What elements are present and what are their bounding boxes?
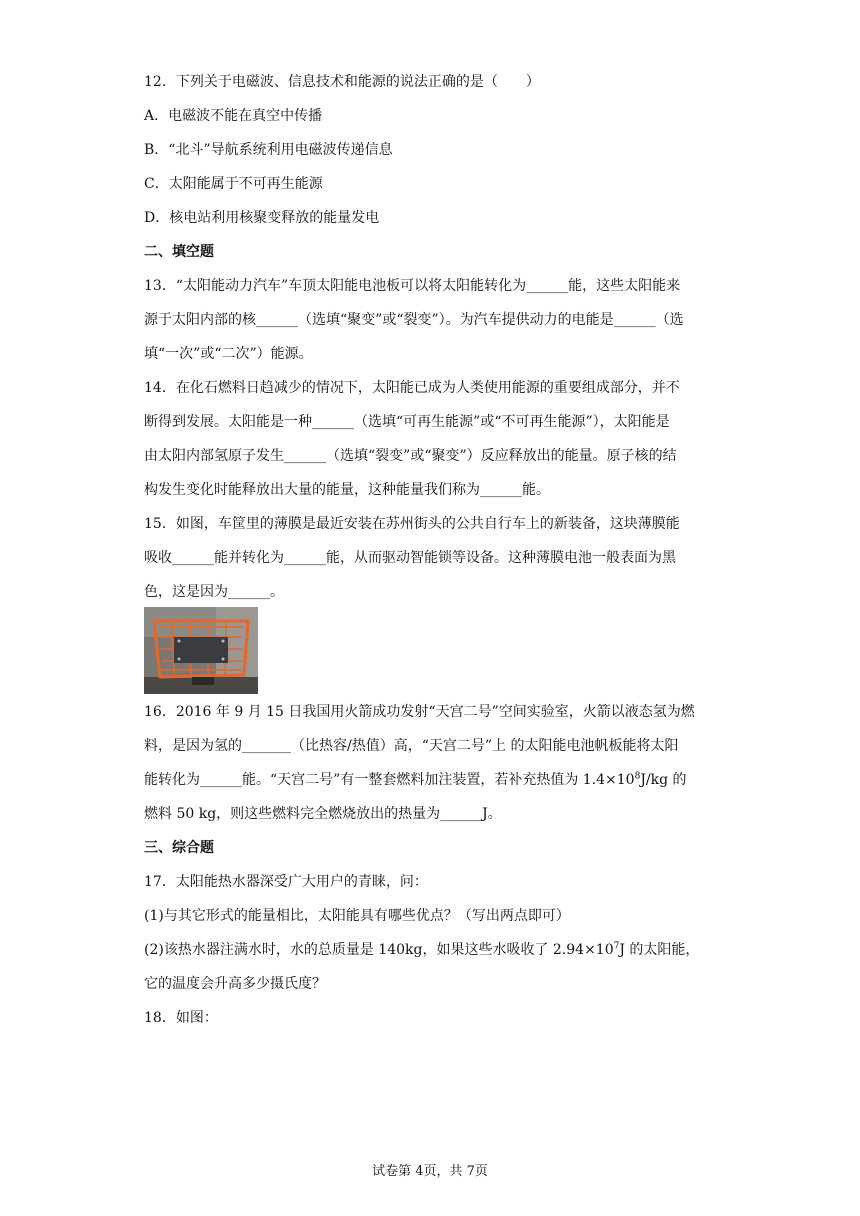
q16-line-3-unit: J/kg 的 [640,772,687,788]
page-footer: 试卷第 4页，共 7页 [372,1164,488,1179]
q14-line-1: 14．在化石燃料日趋减少的情况下，太阳能已成为人类使用能源的重要组成部分，并不 [144,380,680,396]
q14-line-3: 由太阳内部氢原子发生______（选填“裂变”或“聚变”）反应释放出的能量。原子核的结 [144,448,677,464]
q13-line-2: 源于太阳内部的核______（选填“聚变”或“裂变”）。为汽车提供动力的电能是______（选 [144,312,684,328]
q18-stem: 18．如图： [144,1010,218,1026]
q17-part-1: (1)与其它形式的能量相比，太阳能具有哪些优点？（写出两点即可） [144,908,570,924]
section-heading-comprehensive: 三、综合题 [144,840,214,856]
q13-line-1: 13．“太阳能动力汽车”车顶太阳能电池板可以将太阳能转化为______能，这些太阳能来 [144,278,681,294]
q12-option-d: D．核电站利用核聚变释放的能量发电 [144,210,380,226]
q16-line-3-text: 能转化为______能。“天宫二号”有一整套燃料加注装置，若补充热值为 1.4×10 [144,772,635,788]
q17-part-2-text: (2)该热水器注满水时，水的总质量是 140kg，如果这些水吸收了 2.94×10 [144,942,614,958]
q17-part-2-line-2: 它的温度会升高多少摄氏度？ [144,976,326,992]
q17-stem: 17．太阳能热水器深受广大用户的青睐，问： [144,874,428,890]
q14-line-2: 断得到发展。太阳能是一种______（选填“可再生能源”或“不可再生能源”），太阳能是 [144,414,670,430]
q16-line-3 [144,771,687,789]
q17-part-2-unit: J 的太阳能， [619,942,700,958]
q16-line-2: 料，是因为氢的_______（比热容/热值）高，“天宫二号”上 的太阳能电池帆板能将太阳 [144,738,679,754]
bicycle-basket-photo [144,607,258,694]
q16-line-4: 燃料 50 kg，则这些燃料完全燃烧放出的热量为______J。 [144,806,502,822]
q14-line-4: 构发生变化时能释放出大量的能量，这种能量我们称为______能。 [144,482,550,498]
q12-option-b: B．“北斗”导航系统利用电磁波传递信息 [144,142,393,158]
q12-option-a: A．电磁波不能在真空中传播 [144,108,323,124]
q15-line-3: 色，这是因为______。 [144,584,284,600]
q15-line-2: 吸收______能并转化为______能，从而驱动智能锁等设备。这种薄膜电池一般表面为黑 [144,550,676,566]
q17-part-2 [144,941,699,959]
q17-exponent: 7 [613,941,620,952]
q16-line-1: 16．2016 年 9 月 15 日我国用火箭成功发射“天宫二号”空间实验室，火箭以液态氢为燃 [144,704,695,720]
section-heading-fill-in: 二、填空题 [144,244,214,260]
q15-line-1: 15．如图，车筐里的薄膜是最近安装在苏州街头的公共自行车上的新装备，这块薄膜能 [144,516,680,532]
q12-stem: 12．下列关于电磁波、信息技术和能源的说法正确的是（ ） [144,74,540,90]
q13-line-3: 填“一次”或“二次”）能源。 [144,346,313,362]
q12-option-c: C．太阳能属于不可再生能源 [144,176,323,192]
q16-exponent: 8 [634,771,641,782]
